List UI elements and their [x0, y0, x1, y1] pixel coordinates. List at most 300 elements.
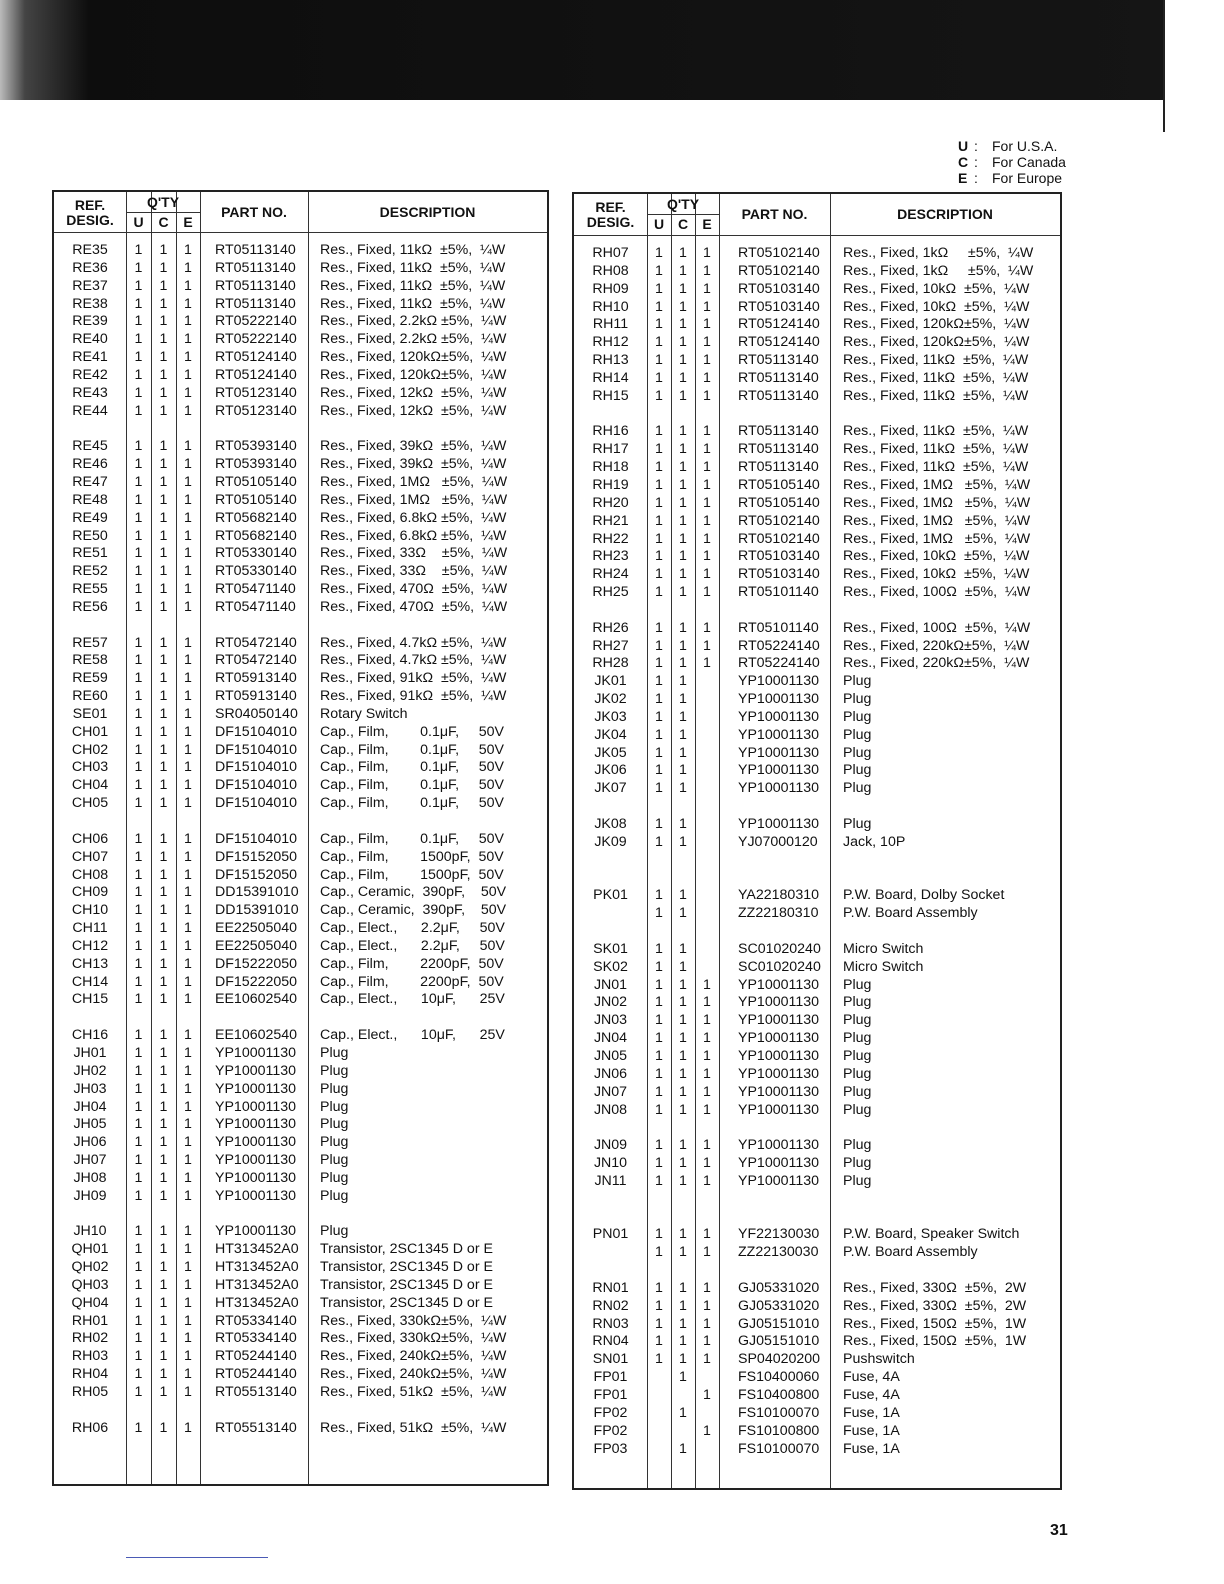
ref-desig-cell: JN07: [593, 1083, 628, 1100]
part-no-cell: YP10001130: [215, 1187, 296, 1204]
part-no-cell: SC01020240: [738, 940, 821, 957]
qty-c-cell: 1: [159, 1187, 168, 1204]
table-row: [54, 544, 547, 562]
blank-row: [574, 1118, 1060, 1136]
qty-c-cell: 1: [679, 940, 687, 957]
table-row: [54, 919, 547, 937]
part-no-cell: FS10100070: [738, 1404, 820, 1421]
ref-desig-cell: RH01: [71, 1312, 109, 1329]
qty-u-cell: 1: [655, 726, 663, 743]
qty-e-cell: 1: [184, 384, 192, 401]
qty-c-cell: 1: [679, 280, 687, 297]
description-cell: Res., Fixed, 2.2kΩ ±5%, ¼W: [320, 313, 507, 330]
table-row: [574, 886, 1060, 904]
blank-row: [54, 419, 547, 437]
ref-desig-cell: RH15: [592, 387, 629, 404]
description-cell: Res., Fixed, 150Ω ±5%, 1W: [843, 1315, 1027, 1332]
part-no-cell: YP10001130: [738, 673, 819, 690]
ref-desig-cell: RE50: [72, 527, 108, 544]
part-no-cell: YP10001130: [215, 1080, 296, 1097]
qty-u-cell: 1: [134, 1062, 143, 1079]
ref-desig-cell: QH03: [71, 1276, 109, 1293]
part-no-cell: EE10602540: [215, 1027, 298, 1044]
qty-e-cell: 1: [703, 476, 711, 493]
part-no-cell: YP10001130: [215, 1044, 296, 1061]
description-cell: Res., Fixed, 11kΩ ±5%, ¼W: [843, 459, 1029, 476]
qty-u-cell: 1: [134, 920, 143, 937]
table-row: [54, 669, 547, 687]
part-no-cell: YJ07000120: [738, 833, 818, 850]
description-cell: Res., Fixed, 4.7kΩ ±5%, ¼W: [320, 652, 507, 669]
description-cell: Cap., Film, 0.1μF, 50V: [320, 759, 504, 776]
table-row: [574, 690, 1060, 708]
qty-c-cell: 1: [679, 780, 687, 797]
description-cell: Fuse, 4A: [843, 1369, 900, 1386]
description-cell: Res., Fixed, 120kΩ±5%, ¼W: [843, 334, 1030, 351]
table-row: [54, 455, 547, 473]
qty-e-cell: 1: [184, 705, 192, 722]
qty-c-cell: 1: [679, 1404, 687, 1421]
qty-c-cell: 1: [159, 705, 168, 722]
header-description: DESCRIPTION: [897, 206, 993, 222]
table-row: [574, 262, 1060, 280]
table-row: [574, 369, 1060, 387]
table-row: [54, 866, 547, 884]
legend-colon: :: [974, 154, 978, 170]
header-band: [0, 0, 1165, 100]
qty-u-cell: 1: [655, 708, 663, 725]
qty-e-cell: 1: [184, 331, 192, 348]
blank-row: [574, 405, 1060, 423]
qty-c-cell: 1: [159, 1116, 168, 1133]
table-row: [574, 1172, 1060, 1190]
table-row: [54, 366, 547, 384]
qty-c-cell: 1: [159, 349, 168, 366]
qty-e-cell: 1: [184, 545, 192, 562]
ref-desig-cell: CH16: [71, 1027, 109, 1044]
qty-e-cell: 1: [184, 1134, 192, 1151]
description-cell: Res., Fixed, 1MΩ ±5%, ¼W: [843, 476, 1031, 493]
qty-c-cell: 1: [159, 1419, 168, 1436]
qty-e-cell: 1: [184, 1116, 192, 1133]
part-no-cell: YP10001130: [738, 994, 819, 1011]
blank-row: [574, 869, 1060, 887]
description-cell: Cap., Film, 0.1μF, 50V: [320, 830, 504, 847]
description-cell: Cap., Elect., 10μF, 25V: [320, 991, 505, 1008]
qty-e-cell: 1: [703, 637, 711, 654]
description-cell: Jack, 10P: [843, 833, 906, 850]
description-cell: Fuse, 4A: [843, 1387, 900, 1403]
region-legend: [958, 138, 1066, 186]
ref-desig-cell: CH05: [71, 795, 109, 812]
part-no-cell: RT05123140: [215, 402, 297, 419]
table-row: [54, 1222, 547, 1240]
description-cell: Res., Fixed, 39kΩ ±5%, ¼W: [320, 456, 507, 473]
description-cell: Res., Fixed, 4.7kΩ ±5%, ¼W: [320, 634, 507, 651]
qty-c-cell: 1: [159, 259, 168, 276]
blank-row: [54, 616, 547, 634]
qty-e-cell: 1: [184, 1044, 192, 1061]
ref-desig-cell: JH09: [73, 1187, 107, 1204]
description-cell: Res., Fixed, 10kΩ ±5%, ¼W: [843, 298, 1030, 315]
qty-e-cell: 1: [703, 1279, 711, 1296]
qty-e-cell: 1: [703, 619, 711, 636]
ref-desig-cell: RN03: [592, 1315, 629, 1332]
table-row: [54, 651, 547, 669]
qty-c-cell: 1: [159, 438, 168, 455]
table-row: [574, 1422, 1060, 1440]
description-cell: Plug: [843, 1047, 872, 1064]
description-cell: Cap., Elect., 2.2μF, 50V: [320, 920, 505, 937]
qty-e-cell: 1: [184, 259, 192, 276]
table-row: [54, 1044, 547, 1062]
qty-c-cell: 1: [679, 369, 687, 386]
qty-u-cell: 1: [134, 1116, 143, 1133]
qty-c-cell: 1: [159, 1330, 168, 1347]
legend-key: E: [958, 170, 968, 186]
part-no-cell: YP10001130: [215, 1223, 296, 1240]
qty-c-cell: 1: [679, 708, 687, 725]
description-cell: Res., Fixed, 1MΩ ±5%, ¼W: [843, 494, 1031, 511]
ref-desig-cell: RH09: [592, 280, 629, 297]
qty-u-cell: 1: [134, 759, 143, 776]
ref-desig-cell: RH27: [592, 637, 629, 654]
qty-u-cell: 1: [134, 1241, 143, 1258]
part-no-cell: RT05103140: [738, 566, 820, 583]
qty-c-cell: 1: [679, 833, 687, 850]
part-no-cell: RT05113140: [738, 459, 819, 476]
part-no-cell: RT05113140: [738, 423, 819, 440]
qty-e-cell: 1: [184, 295, 192, 312]
description-cell: Res., Fixed, 1kΩ ±5%, ¼W: [843, 262, 1034, 279]
header-description: DESCRIPTION: [379, 203, 476, 220]
qty-u-cell: 1: [655, 1279, 663, 1296]
part-no-cell: RT05113140: [738, 441, 819, 458]
qty-c-cell: 1: [679, 619, 687, 636]
qty-e-cell: 1: [703, 1315, 711, 1332]
qty-u-cell: 1: [134, 1330, 143, 1347]
ref-desig-cell: JH10: [73, 1223, 107, 1240]
table-row: [574, 1225, 1060, 1243]
description-cell: Transistor, 2SC1345 D or E: [320, 1276, 493, 1293]
part-no-cell: DF15152050: [215, 866, 298, 883]
ref-desig-cell: FP02: [593, 1422, 628, 1439]
qty-c-cell: 1: [679, 1369, 687, 1386]
qty-e-cell: 1: [184, 527, 192, 544]
qty-e-cell: 1: [184, 581, 192, 598]
legend-label: For Europe: [992, 170, 1063, 186]
qty-c-cell: 1: [159, 581, 168, 598]
description-cell: Fuse, 1A: [843, 1440, 900, 1457]
ref-desig-cell: JH03: [73, 1080, 107, 1097]
part-no-cell: RT05244140: [215, 1348, 297, 1365]
description-cell: Res., Fixed, 10kΩ ±5%, ¼W: [843, 280, 1030, 297]
part-no-cell: RT05105140: [215, 473, 297, 490]
ref-desig-cell: JK02: [594, 691, 627, 708]
header-divider: [54, 232, 547, 233]
qty-c-cell: 1: [159, 955, 168, 972]
qty-e-cell: 1: [703, 1012, 711, 1029]
description-cell: Plug: [843, 1172, 872, 1189]
description-cell: Plug: [320, 1152, 349, 1169]
ref-desig-cell: JH02: [73, 1062, 107, 1079]
qty-e-cell: 1: [703, 423, 711, 440]
part-no-cell: GJ05151010: [738, 1333, 820, 1350]
qty-e-cell: 1: [184, 777, 192, 794]
qty-c-cell: 1: [159, 563, 168, 580]
part-no-cell: FS10100800: [738, 1422, 820, 1439]
table-row: [54, 937, 547, 955]
ref-desig-cell: RE60: [72, 688, 108, 705]
qty-e-cell: 1: [184, 1294, 192, 1311]
blank-row: [54, 1205, 547, 1223]
ref-desig-cell: RE43: [72, 384, 108, 401]
qty-u-cell: 1: [655, 619, 663, 636]
header-qty: Q'TY: [666, 195, 700, 212]
part-no-cell: HT313452A0: [215, 1294, 299, 1311]
qty-c-cell: 1: [679, 1297, 687, 1314]
part-no-cell: YP10001130: [738, 1030, 819, 1047]
ref-desig-cell: JH04: [73, 1098, 107, 1115]
qty-c-cell: 1: [679, 387, 687, 404]
part-no-cell: RT05913140: [215, 688, 297, 705]
qty-u-cell: 1: [134, 259, 143, 276]
table-row: [54, 794, 547, 812]
description-cell: Res., Fixed, 150Ω ±5%, 1W: [843, 1333, 1027, 1350]
qty-e-cell: 1: [184, 456, 192, 473]
description-cell: Fuse, 1A: [843, 1422, 900, 1439]
ref-desig-cell: RH28: [592, 655, 629, 672]
table-row: [54, 580, 547, 598]
description-cell: Res., Fixed, 120kΩ±5%, ¼W: [320, 349, 507, 366]
qty-e-cell: 1: [703, 1101, 711, 1118]
qty-u-cell: 1: [134, 1187, 143, 1204]
table-row: [574, 619, 1060, 637]
description-cell: Res., Fixed, 11kΩ ±5%, ¼W: [843, 423, 1029, 440]
qty-u-cell: 1: [134, 1134, 143, 1151]
qty-c-cell: 1: [159, 688, 168, 705]
ref-desig-cell: JN03: [593, 1012, 628, 1029]
qty-u-cell: 1: [134, 598, 143, 615]
description-cell: Res., Fixed, 10kΩ ±5%, ¼W: [843, 566, 1030, 583]
description-cell: Plug: [843, 816, 872, 832]
qty-u-cell: 1: [655, 262, 663, 279]
qty-c-cell: 1: [159, 973, 168, 990]
part-no-cell: YA22180310: [738, 887, 819, 904]
ref-desig-cell: RE44: [72, 402, 108, 419]
part-no-cell: DF15104010: [215, 759, 298, 776]
qty-c-cell: 1: [679, 1315, 687, 1332]
description-cell: Pushswitch: [843, 1351, 915, 1368]
description-cell: Plug: [320, 1134, 349, 1151]
qty-u-cell: 1: [134, 349, 143, 366]
description-cell: Res., Fixed, 91kΩ ±5%, ¼W: [320, 670, 507, 687]
description-cell: Res., Fixed, 12kΩ ±5%, ¼W: [320, 384, 507, 401]
ref-desig-cell: FP02: [593, 1404, 628, 1421]
qty-u-cell: 1: [655, 476, 663, 493]
part-no-cell: RT05124140: [738, 334, 820, 351]
qty-c-cell: 1: [679, 744, 687, 761]
qty-u-cell: 1: [134, 438, 143, 455]
description-cell: Plug: [320, 1080, 349, 1097]
qty-u-cell: 1: [134, 777, 143, 794]
qty-e-cell: 1: [703, 584, 711, 601]
ref-desig-cell: JK06: [594, 762, 627, 779]
qty-e-cell: 1: [184, 1152, 192, 1169]
qty-e-cell: 1: [184, 920, 192, 937]
qty-u-cell: 1: [655, 1155, 663, 1172]
description-cell: Plug: [843, 691, 872, 708]
description-cell: Res., Fixed, 33Ω ±5%, ¼W: [320, 563, 508, 580]
part-no-cell: YP10001130: [215, 1116, 296, 1133]
description-cell: Plug: [843, 976, 872, 993]
blank-row: [54, 1008, 547, 1026]
description-cell: Transistor, 2SC1345 D or E: [320, 1241, 493, 1258]
description-cell: Plug: [843, 994, 872, 1011]
blank-row: [574, 851, 1060, 869]
qty-e-cell: 1: [184, 866, 192, 883]
ref-desig-cell: FP01: [593, 1387, 628, 1403]
description-cell: Plug: [843, 1101, 872, 1118]
ref-desig-cell: RH14: [592, 369, 629, 386]
legend-row-u: [958, 138, 1066, 154]
part-no-cell: RT05682140: [215, 509, 297, 526]
table-row: [54, 1294, 547, 1312]
part-no-cell: RT05113140: [738, 352, 819, 369]
qty-c-cell: 1: [679, 584, 687, 601]
part-no-cell: YP10001130: [738, 1155, 819, 1172]
part-no-cell: YP10001130: [738, 744, 819, 761]
page-number: 31: [1050, 1522, 1068, 1539]
qty-e-cell: 1: [184, 349, 192, 366]
ref-desig-cell: RH21: [592, 512, 629, 529]
table-row: [54, 241, 547, 259]
qty-c-cell: 1: [159, 759, 168, 776]
table-row: [54, 259, 547, 277]
qty-c-cell: 1: [679, 1101, 687, 1118]
qty-c-cell: 1: [159, 456, 168, 473]
qty-c-cell: 1: [679, 1226, 687, 1243]
qty-u-cell: 1: [134, 1276, 143, 1293]
part-no-cell: ZZ22130030: [738, 1244, 819, 1261]
ref-desig-cell: CH01: [71, 723, 109, 740]
qty-u-cell: 1: [655, 1244, 663, 1261]
table-row: [54, 705, 547, 723]
qty-c-cell: 1: [159, 937, 168, 954]
qty-e-cell: 1: [184, 795, 192, 812]
table-row: [54, 955, 547, 973]
table-row: [54, 1080, 547, 1098]
header-ref-line2: DESIG.: [66, 212, 114, 228]
ref-desig-cell: SK02: [593, 958, 628, 975]
table-row: [54, 402, 547, 420]
qty-e-cell: 1: [703, 334, 711, 351]
table-row: [54, 1026, 547, 1044]
description-cell: Cap., Film, 1500pF, 50V: [320, 866, 504, 883]
qty-u-cell: 1: [655, 1065, 663, 1082]
table-row: [54, 1240, 547, 1258]
description-cell: Plug: [320, 1044, 349, 1061]
blank-row: [574, 1190, 1060, 1208]
description-cell: Res., Fixed, 6.8kΩ ±5%, ¼W: [320, 509, 507, 526]
description-cell: Res., Fixed, 470Ω ±5%, ¼W: [320, 581, 508, 598]
description-cell: Res., Fixed, 51kΩ ±5%, ¼W: [320, 1419, 507, 1436]
qty-u-cell: 1: [655, 905, 663, 922]
description-cell: Res., Fixed, 1MΩ ±5%, ¼W: [843, 512, 1031, 529]
legend-row-c: [958, 154, 1066, 170]
ref-desig-cell: RE35: [72, 242, 108, 258]
part-no-cell: DF15104010: [215, 723, 298, 740]
part-no-cell: RT05393140: [215, 438, 297, 455]
qty-u-cell: 1: [655, 459, 663, 476]
table-row: [574, 761, 1060, 779]
part-no-cell: YP10001130: [215, 1152, 296, 1169]
rows-right: [574, 244, 1060, 1457]
description-cell: Plug: [843, 1012, 872, 1029]
qty-u-cell: 1: [655, 369, 663, 386]
qty-u-cell: 1: [655, 976, 663, 993]
table-row: [574, 547, 1060, 565]
part-no-cell: RT05224140: [738, 655, 820, 672]
part-no-cell: RT05334140: [215, 1312, 297, 1329]
qty-u-cell: 1: [134, 384, 143, 401]
ref-desig-cell: RE49: [72, 509, 108, 526]
table-row: [54, 634, 547, 652]
table-row: [54, 741, 547, 759]
description-cell: Res., Fixed, 120kΩ±5%, ¼W: [320, 366, 507, 383]
part-no-cell: RT05103140: [738, 298, 820, 315]
parts-table-left: [52, 190, 549, 1486]
qty-c-cell: 1: [159, 866, 168, 883]
description-cell: Res., Fixed, 330kΩ±5%, ¼W: [320, 1330, 507, 1347]
ref-desig-cell: JN06: [593, 1065, 628, 1082]
part-no-cell: YP10001130: [738, 726, 819, 743]
qty-e-cell: 1: [184, 652, 192, 669]
description-cell: Fuse, 1A: [843, 1404, 900, 1421]
ref-desig-cell: JN08: [593, 1101, 628, 1118]
qty-c-cell: 1: [159, 1062, 168, 1079]
ref-desig-cell: CH13: [71, 955, 109, 972]
qty-c-cell: 1: [159, 402, 168, 419]
qty-u-cell: 1: [134, 1169, 143, 1186]
qty-e-cell: 1: [703, 530, 711, 547]
qty-c-cell: 1: [159, 830, 168, 847]
ref-desig-cell: SK01: [593, 940, 628, 957]
qty-u-cell: 1: [134, 1152, 143, 1169]
qty-e-cell: 1: [703, 280, 711, 297]
qty-e-cell: 1: [703, 316, 711, 333]
ref-desig-cell: RH13: [592, 352, 629, 369]
ref-desig-cell: RH26: [592, 619, 629, 636]
description-cell: Cap., Elect., 2.2μF, 50V: [320, 937, 505, 954]
ref-desig-cell: RH05: [71, 1384, 109, 1400]
ref-desig-cell: RH07: [592, 245, 629, 261]
qty-c-cell: 1: [679, 334, 687, 351]
qty-e-cell: 1: [703, 1065, 711, 1082]
ref-desig-cell: RH02: [71, 1330, 109, 1347]
ref-desig-cell: JN04: [593, 1030, 628, 1047]
table-row: [574, 512, 1060, 530]
qty-e-cell: 1: [184, 1366, 192, 1383]
ref-desig-cell: JK09: [594, 833, 627, 850]
ref-desig-cell: JK03: [594, 708, 627, 725]
qty-e-cell: 1: [184, 1312, 192, 1329]
part-no-cell: RT05513140: [215, 1384, 297, 1400]
ref-desig-cell: RH06: [71, 1419, 109, 1436]
qty-c-cell: 1: [679, 512, 687, 529]
table-row: [574, 1368, 1060, 1386]
qty-c-cell: 1: [159, 1259, 168, 1276]
